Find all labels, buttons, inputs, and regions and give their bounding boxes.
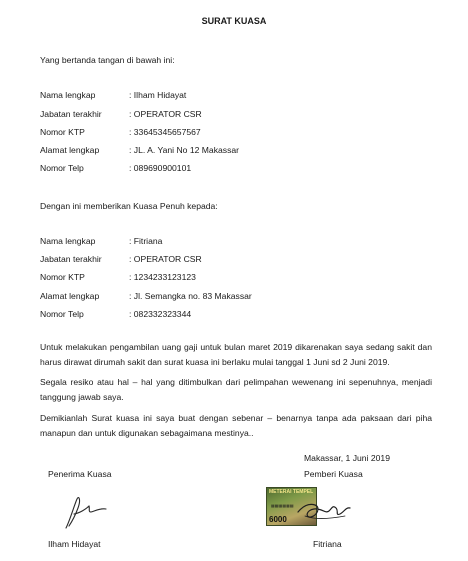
grantor-role: Pemberi Kuasa xyxy=(304,469,363,479)
grantee-value: : 1234233123123 xyxy=(129,272,196,282)
grantor-value: : 089690900101 xyxy=(129,163,192,173)
grantor-label: Alamat lengkap xyxy=(40,145,100,155)
grantor-value: : Ilham Hidayat xyxy=(129,90,187,100)
stamp-title: METERAI TEMPEL xyxy=(269,489,314,495)
grantee-label: Nomor KTP xyxy=(40,272,85,282)
intro-text: Yang bertanda tangan di bawah ini: xyxy=(40,55,175,65)
body-paragraph: Demikianlah Surat kuasa ini saya buat dengan sebenar – benarnya tanpa ada paksaan dari piha manapun dan untuk digunakan sebagaimana mestinya.. xyxy=(40,413,432,438)
recipient-role: Penerima Kuasa xyxy=(48,469,112,479)
grantee-value: : 082332323344 xyxy=(129,309,192,319)
grantor-value: : OPERATOR CSR xyxy=(129,109,202,119)
transfer-text: Dengan ini memberikan Kuasa Penuh kepada: xyxy=(40,201,218,211)
grantee-label: Nama lengkap xyxy=(40,236,96,246)
body-paragraph: Untuk melakukan pengambilan uang gaji untuk bulan maret 2019 dikarenakan saya sedang sakit dan harus dirawat dirumah sakit dan surat kuasa ini berlaku mulai tanggal 1 Juni sd 2 Juni 2019. xyxy=(40,342,432,367)
place-date: Makassar, 1 Juni 2019 xyxy=(304,453,390,463)
stamp-value: 6000 xyxy=(269,515,287,524)
grantee-label: Jabatan terakhir xyxy=(40,254,102,264)
stamp-pattern: ▦▦▦▦▦▦ xyxy=(271,503,294,508)
grantor-label: Nama lengkap xyxy=(40,90,96,100)
grantor-label: Nomor Telp xyxy=(40,163,84,173)
grantee-value: : Fitriana xyxy=(129,236,163,246)
body-paragraph: Segala resiko atau hal – hal yang ditimbulkan dari pelimpahan wewenang ini sepenuhnya, menjadi tanggung jawab saya. xyxy=(40,377,432,402)
grantor-label: Nomor KTP xyxy=(40,127,85,137)
document-title: SURAT KUASA xyxy=(201,16,267,26)
grantee-label: Nomor Telp xyxy=(40,309,84,319)
grantee-value: : OPERATOR CSR xyxy=(129,254,202,264)
recipient-name: Ilham Hidayat xyxy=(48,539,101,549)
grantor-value: : 33645345657567 xyxy=(129,127,201,137)
grantor-name: Fitriana xyxy=(313,539,342,549)
recipient-signature xyxy=(62,496,108,530)
grantee-label: Alamat lengkap xyxy=(40,291,100,301)
grantor-value: : JL. A. Yani No 12 Makassar xyxy=(129,145,240,155)
grantee-value: : Jl. Semangka no. 83 Makassar xyxy=(129,291,252,301)
grantor-label: Jabatan terakhir xyxy=(40,109,102,119)
grantor-signature xyxy=(295,494,353,524)
